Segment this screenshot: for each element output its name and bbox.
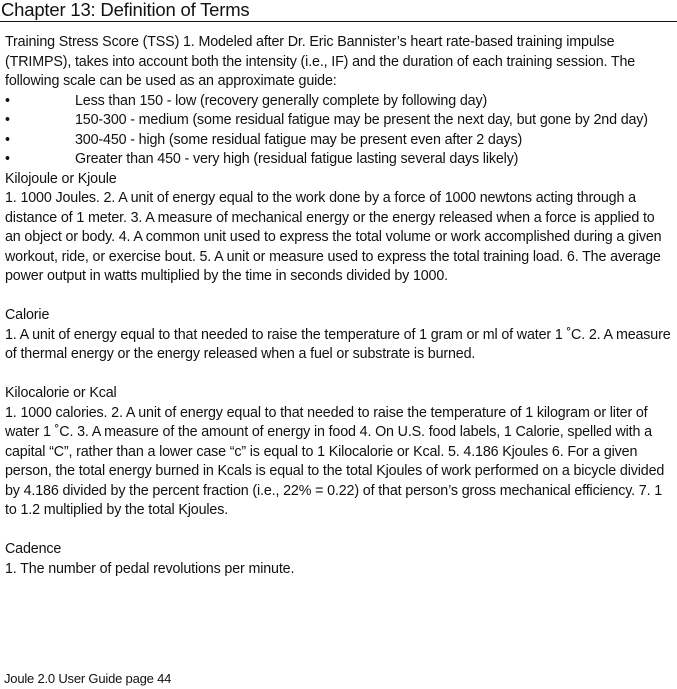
spacer: [5, 521, 673, 541]
definition-cadence: 1. The number of pedal revolutions per minute.: [5, 560, 295, 577]
spacer: [5, 365, 673, 385]
tss-scale-item: [5, 92, 673, 112]
page-footer: Joule 2.0 User Guide page 44: [4, 671, 172, 686]
term-calorie: Calorie: [5, 307, 50, 323]
bullet-icon: •: [5, 151, 10, 167]
chapter-title: Chapter 13: Definition of Terms: [1, 0, 250, 20]
definitions-body: [5, 33, 673, 579]
bullet-icon: •: [5, 92, 10, 109]
spacer: [5, 287, 673, 307]
tss-scale-text: 300-450 - high (some residual fatigue may be present even after 2 days): [75, 131, 523, 148]
definition-kilocalorie: 1. 1000 calories. 2. A unit of energy equal to that needed to raise the temperature of 1 kilogram or liter of water 1 ˚C. 3. A measure of the amount of energy in food 4. On U.S. food labels, 1 Calorie, spelled with a capital “C”, rather than a lower case “c” is equal to 1 Kilocalorie or Kcal. 5. 4.186 Kjoules 6. For a given person, the total energy burned in Kcals is equal to the total Kjoules of work performed on a bicycle divided by 4.186 divided by the percent fraction (i.e., 22% = 0.22) of that person’s gross mechanical efficiency. 7. 1 to 1.2 multiplied by the total Kjoules.: [5, 404, 665, 518]
bullet-icon: •: [5, 131, 10, 148]
definition-kilojoule: 1. 1000 Joules. 2. A unit of energy equal to the work done by a force of 1000 newtons acting through a distance of 1 meter. 3. A measure of mechanical energy or the energy released when a force is applied to an object or body. 4. A common unit used to express the total volume or work accomplished during a given workout, ride, or exercise bout. 5. A unit or measure used to express the total training load. 6. The average power output in watts multiplied by the time in seconds divided by 1000.: [5, 190, 662, 284]
term-cadence: Cadence: [5, 541, 62, 557]
tss-scale-item: [5, 150, 673, 170]
tss-intro: Training Stress Score (TSS) 1. Modeled after Dr. Eric Bannister’s heart rate-based training impulse (TRIMPS), takes into account both the intensity (i.e., IF) and the duration of each training session. The following scale can be used as an approximate guide:: [5, 34, 636, 89]
tss-scale-item: [5, 131, 673, 151]
tss-scale-item: [5, 111, 673, 131]
bullet-icon: •: [5, 112, 10, 128]
term-kilojoule: Kilojoule or Kjoule: [5, 170, 117, 187]
tss-scale-text: 150-300 - medium (some residual fatigue may be present the next day, but gone by 2nd day): [75, 112, 648, 128]
title-divider: [0, 21, 677, 22]
tss-scale-text: Greater than 450 - very high (residual fatigue lasting several days likely): [75, 151, 519, 167]
tss-scale-text: Less than 150 - low (recovery generally complete by following day): [75, 92, 488, 109]
term-kilocalorie: Kilocalorie or Kcal: [5, 385, 117, 401]
definition-calorie: 1. A unit of energy equal to that needed to raise the temperature of 1 gram or ml of water 1 ˚C. 2. A measure of thermal energy or the energy released when a fuel or substrate is burned.: [5, 326, 671, 362]
